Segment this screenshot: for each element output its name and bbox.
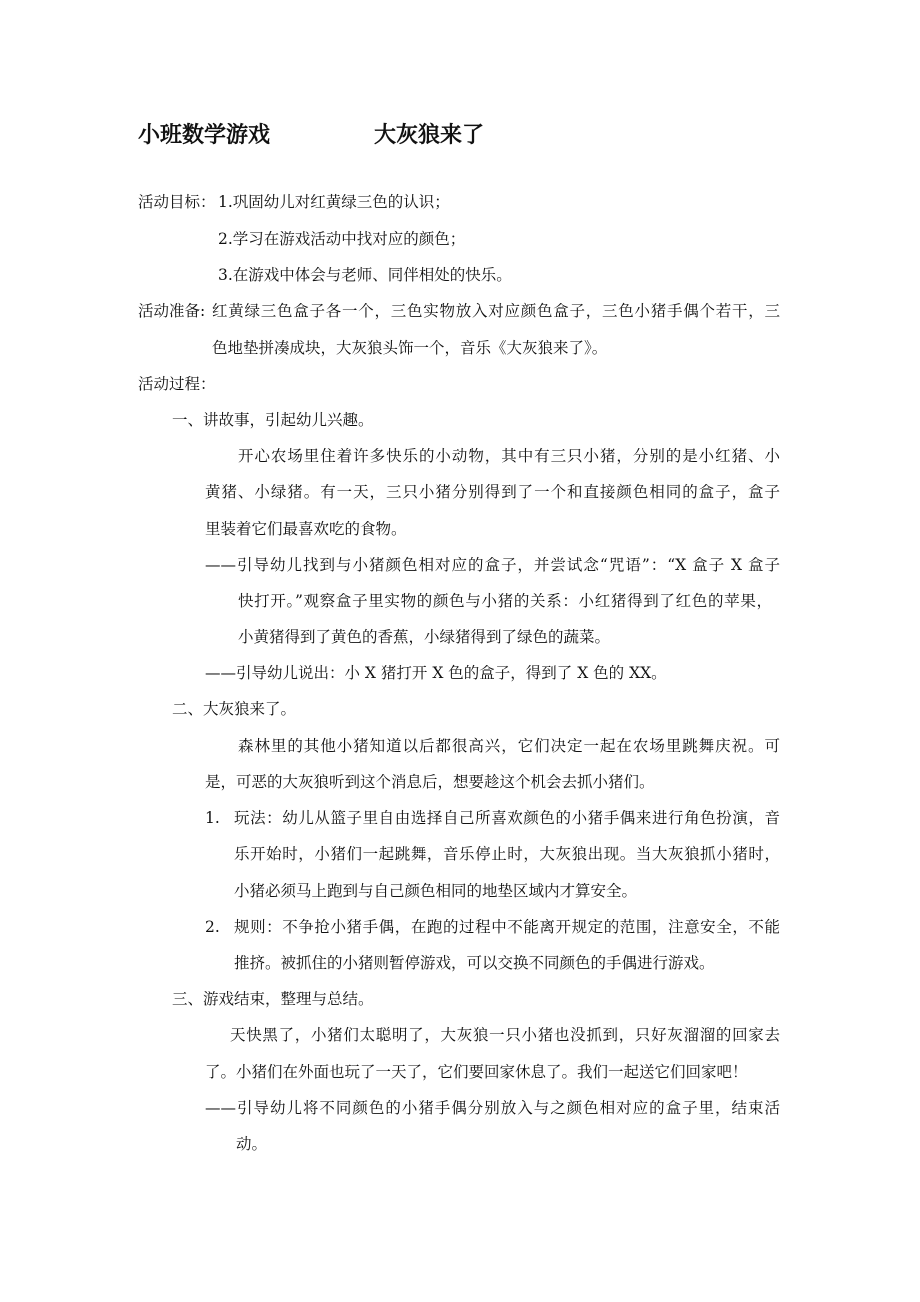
prep-label: 活动准备: (138, 302, 206, 320)
section-1-guide-line-1: ——引导幼儿找到与小猪颜色相对应的盒子，并尝试念“咒语”：“X 盒子 X 盒子 (205, 556, 780, 574)
section-3-story-line-1: 天快黑了，小猪们太聪明了，大灰狼一只小猪也没抓到，只好灰溜溜的回家去 (230, 1026, 780, 1044)
title-part-1: 小班数学游戏 (138, 122, 271, 148)
title-part-2: 大灰狼来了 (374, 122, 485, 148)
goals-label: 活动目标： (138, 193, 216, 211)
rule-1-number: 1. (205, 809, 220, 827)
prep-line-1: 红黄绿三色盒子各一个，三色实物放入对应颜色盒子，三色小猪手偶个若干，三 (212, 302, 780, 320)
rule-2-number: 2. (205, 918, 220, 936)
goal-item-3: 3.在游戏中体会与老师、同伴相处的快乐。 (218, 266, 512, 284)
section-1-guide-line-3: 小黄猪得到了黄色的香蕉，小绿猪得到了绿色的蔬菜。 (238, 628, 611, 646)
section-3-heading: 三、游戏结束，整理与总结。 (172, 990, 374, 1008)
section-3-story-line-2: 了。小猪们在外面也玩了一天了，它们要回家休息了。我们一起送它们回家吧！ (205, 1063, 748, 1081)
rule-2-line-1: 规则：不争抢小猪手偶，在跑的过程中不能离开规定的范围，注意安全，不能 (234, 918, 780, 936)
section-1-story-line-1: 开心农场里住着许多快乐的小动物，其中有三只小猪，分别的是小红猪、小 (238, 447, 780, 465)
section-2-heading: 二、大灰狼来了。 (172, 700, 297, 718)
section-1-story-line-3: 里装着它们最喜欢吃的食物。 (205, 520, 407, 538)
section-1-guide-line-2: 快打开。”观察盒子里实物的颜色与小猪的关系：小红猪得到了红色的苹果， (238, 592, 772, 610)
section-1-guide-2: ——引导幼儿说出：小 X 猪打开 X 色的盒子，得到了 X 色的 XX。 (205, 664, 667, 682)
process-label: 活动过程： (138, 375, 216, 393)
goal-item-1: 1.巩固幼儿对红黄绿三色的认识； (218, 193, 450, 211)
section-1-story-line-2: 黄猪、小绿猪。有一天，三只小猪分别得到了一个和直接颜色相同的盒子，盒子 (205, 483, 780, 501)
rule-1-line-3: 小猪必须马上跑到与自己颜色相同的地垫区域内才算安全。 (234, 882, 638, 900)
section-2-story-line-1: 森林里的其他小猪知道以后都很高兴，它们决定一起在农场里跳舞庆祝。可 (238, 737, 780, 755)
rule-1-line-1: 玩法：幼儿从篮子里自由选择自己所喜欢颜色的小猪手偶来进行角色扮演，音 (234, 809, 780, 827)
rule-1-line-2: 乐开始时，小猪们一起跳舞，音乐停止时，大灰狼出现。当大灰狼抓小猪时， (234, 845, 780, 863)
section-3-guide-line-1: ——引导幼儿将不同颜色的小猪手偶分别放入与之颜色相对应的盒子里，结束活 (205, 1099, 780, 1117)
section-2-story-line-2: 是，可恶的大灰狼听到这个消息后，想要趁这个机会去抓小猪们。 (205, 773, 655, 791)
prep-line-2: 色地垫拼凑成块，大灰狼头饰一个，音乐《大灰狼来了》。 (212, 339, 608, 357)
section-3-guide-line-2: 动。 (236, 1135, 268, 1153)
goal-item-2: 2.学习在游戏活动中找对应的颜色； (218, 230, 466, 248)
document-title (138, 120, 485, 150)
section-1-heading: 一、讲故事，引起幼儿兴趣。 (172, 411, 374, 429)
rule-2-line-2: 推挤。被抓住的小猪则暂停游戏，可以交换不同颜色的手偶进行游戏。 (234, 954, 715, 972)
